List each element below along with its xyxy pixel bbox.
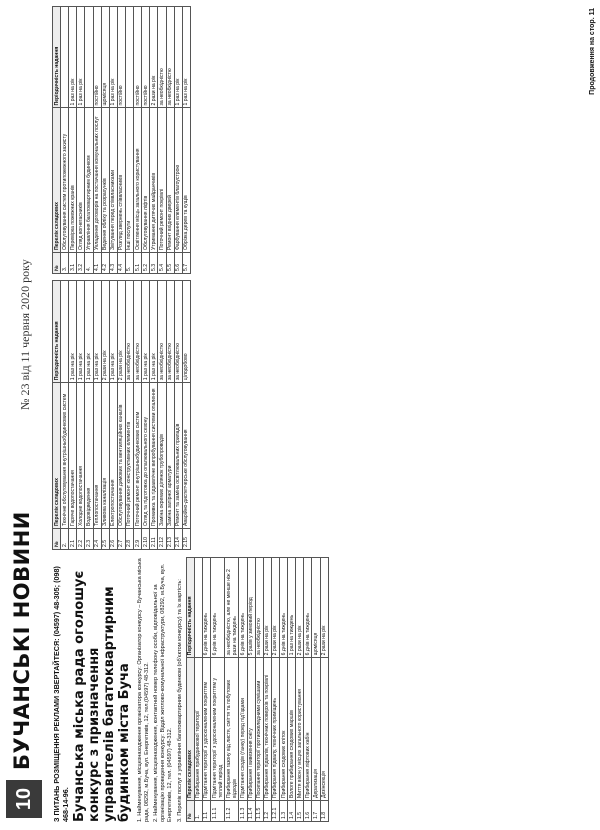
table-row	[280, 558, 288, 822]
table-row	[125, 281, 133, 550]
row-number: 2.11	[150, 529, 158, 550]
service-frequency: постійно	[142, 7, 150, 108]
table-row	[150, 281, 158, 550]
table-row	[182, 7, 190, 274]
row-number: 1.2.1	[271, 801, 279, 822]
table-row	[158, 7, 166, 274]
row-number: 2.1	[69, 529, 77, 550]
row-number: 2.10	[142, 529, 150, 550]
service-frequency: 1 раз на рік	[77, 7, 85, 108]
service-frequency: 2 рази на рік	[101, 281, 109, 383]
service-frequency: за необхідністю	[134, 281, 142, 383]
service-name: Дератизація	[312, 658, 320, 801]
table-row	[69, 281, 77, 550]
column-3	[52, 6, 592, 274]
service-frequency: щомісяця	[101, 7, 109, 108]
service-frequency	[85, 7, 93, 108]
table-body	[194, 558, 328, 822]
service-name: Поточний ремонт конструктивних елементів	[125, 383, 133, 529]
service-frequency	[125, 7, 133, 108]
row-number: 3.	[61, 253, 69, 274]
service-name: Гаряче водопостачання	[69, 383, 77, 529]
table-row	[142, 281, 150, 550]
row-number: 4.4	[117, 253, 125, 274]
row-number: 2.7	[117, 529, 125, 550]
row-number: 1.1.2	[225, 801, 239, 822]
service-name: Прибирання і вивезення снігу	[247, 658, 255, 801]
service-frequency: 6 днів на тиждень	[202, 558, 210, 658]
row-number: 2.14	[174, 529, 182, 550]
row-number: 2.8	[125, 529, 133, 550]
table-header-row	[53, 281, 61, 550]
service-frequency	[194, 558, 202, 658]
service-name: Огляд вогнегасників	[77, 108, 85, 253]
row-number: 3.2	[77, 253, 85, 274]
table-row	[85, 281, 93, 550]
service-frequency: 6 днів на тиждень	[211, 558, 225, 658]
service-frequency: за необхідністю	[166, 281, 174, 383]
table-row	[142, 7, 150, 274]
service-frequency: 2 рази на рік	[320, 558, 328, 658]
table-row	[109, 7, 117, 274]
intro-paragraph: 2. Найменування, місцезнаходження, контактний номер телефону особи, відповідальної за організацію проведення конкурсу: Відділ житлово-комунальної інфраструктури, 08292, м.Буча, вул. Енергетиків, 12, тел. (04597) 48-312.	[153, 563, 174, 822]
table-row	[101, 7, 109, 274]
service-name: Аварійно-диспетчерське обслуговування	[182, 383, 190, 529]
row-number: 1.8	[320, 801, 328, 822]
header-cell: №	[186, 801, 194, 822]
service-name: Огляд та підготовка до опалювального сезону	[142, 383, 150, 529]
row-number: 1.1	[202, 801, 210, 822]
service-frequency: за необхідністю	[174, 281, 182, 383]
service-frequency: 6 днів на тиждень	[304, 558, 312, 658]
row-number: 1.1.3	[239, 801, 247, 822]
row-number: 5.2	[142, 253, 150, 274]
service-frequency: 1 раз на рік	[69, 281, 77, 383]
service-frequency: постійно	[93, 7, 101, 108]
row-number: 2.5	[101, 529, 109, 550]
service-frequency: 1 раз на рік	[69, 7, 77, 108]
column-1	[52, 557, 592, 822]
article-title: Бучанська міська рада оголошує конкурс з призначення управителів багатоквартирним будинком міста Буча	[72, 570, 132, 822]
service-name: Обрізка дерев та кущів	[182, 108, 190, 253]
table-row	[69, 7, 77, 274]
service-name: Ведення обліку та розрахунків	[101, 108, 109, 253]
row-number: 1.4	[288, 801, 296, 822]
service-name: Обслуговування ліфтів	[142, 108, 150, 253]
table-row	[101, 281, 109, 550]
table-row	[158, 281, 166, 550]
row-number: 1.6	[304, 801, 312, 822]
row-number: 1.	[194, 801, 202, 822]
table-row	[182, 281, 190, 550]
service-name: Підмітання території з удосконаленим покриттям	[202, 658, 210, 801]
service-name: Водовідведення	[85, 383, 93, 529]
table-row	[296, 558, 304, 822]
row-number: 5.7	[182, 253, 190, 274]
service-frequency	[61, 7, 69, 108]
service-name: Промивка та гідравлічне випробування системи опалення	[150, 383, 158, 529]
service-name: Посипання території протиожеледними сумішами	[255, 658, 263, 801]
page-header	[0, 0, 48, 830]
header-cell: Періодичність надання	[53, 281, 61, 383]
row-number: 5.4	[158, 253, 166, 274]
row-number: 2.4	[93, 529, 101, 550]
table-row	[288, 558, 296, 822]
service-frequency: 1 раз на рік	[93, 281, 101, 383]
service-name: Зливова каналізація	[101, 383, 109, 529]
issue-line: № 23 від 11 червня 2020 року	[18, 259, 32, 410]
table-row	[93, 281, 101, 550]
row-number: 1.1.1	[211, 801, 225, 822]
service-frequency: за необхідністю, але не менше ніж 2 рази на тиждень	[225, 558, 239, 658]
service-frequency: постійно	[134, 7, 142, 108]
service-frequency: 2 рази на рік	[263, 558, 271, 658]
service-name: Технічне обслуговування внутрішньобудинкових систем	[61, 383, 69, 529]
table-row	[150, 7, 158, 274]
service-frequency: 1 раз на рік	[182, 7, 190, 108]
table-row	[194, 558, 202, 822]
service-frequency: 1 раз на рік	[77, 281, 85, 383]
service-name: Заміна запірної арматури	[166, 383, 174, 529]
row-number: 1.7	[312, 801, 320, 822]
table-row	[304, 558, 312, 822]
service-name: Обслуговування систем протипожежного захисту	[61, 108, 69, 253]
service-name: Ремонт та заміна освітлювальних приладів	[174, 383, 182, 529]
service-name: Поточний ремонт внутрішньобудинкових систем	[134, 383, 142, 529]
table-row	[117, 281, 125, 550]
row-number: 2.15	[182, 529, 190, 550]
table-row	[166, 7, 174, 274]
table-header-row	[53, 7, 61, 274]
table-row	[125, 7, 133, 274]
intro-paragraph: 3. Перелік послуг з управління багатоквартирним будинком (об'єктом конкурсу) та їх вартість:	[176, 579, 183, 822]
row-number: 5.3	[150, 253, 158, 274]
header-cell: Періодичність надання	[186, 558, 194, 658]
service-name: Електропостачання	[109, 383, 117, 529]
service-name: Перевірка пожежних кранів	[69, 108, 77, 253]
header-cell: Перелік складових	[186, 658, 194, 801]
table-row	[93, 7, 101, 274]
service-frequency: за необхідністю	[166, 7, 174, 108]
service-frequency: 1 раз на рік	[142, 281, 150, 383]
service-frequency: 1 раз на рік	[174, 7, 182, 108]
row-number: 2.9	[134, 529, 142, 550]
row-number: 1.3	[280, 801, 288, 822]
service-name: Прибирання підвалів, технічних поверхів та покрівлі	[263, 658, 271, 801]
table-row	[61, 281, 69, 550]
table-row	[271, 558, 279, 822]
service-frequency: за необхідністю	[255, 558, 263, 658]
service-name: Поточний ремонт покрівлі	[158, 108, 166, 253]
row-number: 2.6	[109, 529, 117, 550]
service-frequency	[61, 281, 69, 383]
table-row	[134, 281, 142, 550]
column-2	[52, 280, 592, 550]
service-frequency: 2 рази на рік	[150, 7, 158, 108]
table-row	[320, 558, 328, 822]
row-number: 2.	[61, 529, 69, 550]
service-name: Утримання дитячих майданчиків	[150, 108, 158, 253]
service-frequency: щомісяця	[312, 558, 320, 658]
table-row	[174, 7, 182, 274]
service-frequency: 1 раз на рік	[85, 281, 93, 383]
service-frequency: 6 днів на тиждень	[280, 558, 288, 658]
row-number: 2.13	[166, 529, 174, 550]
table-row	[239, 558, 247, 822]
table-row	[61, 7, 69, 274]
row-number: 5.5	[166, 253, 174, 274]
continuation-note: Продовження на стор. 11	[589, 8, 596, 95]
table-row	[117, 7, 125, 274]
row-number: 4.3	[109, 253, 117, 274]
table-body	[61, 281, 191, 550]
table-row	[77, 281, 85, 550]
table-row	[85, 7, 93, 274]
service-name: Інші послуги	[125, 108, 133, 253]
service-name: Освітлення місць загального користування	[134, 108, 142, 253]
service-frequency: 1 раз на рік	[150, 281, 158, 383]
header-cell: Перелік складових	[53, 383, 61, 529]
table-row	[109, 281, 117, 550]
contact-line: З ПИТАНЬ РОЗМІЩЕННЯ РЕКЛАМИ ЗВЕРТАЙТЕСЯ: (04597) 48-305; (098) 468-14-96.	[52, 566, 70, 822]
service-name: Прибирання підвалу, технічних приміщень	[271, 658, 279, 801]
services-table-3	[52, 6, 191, 274]
table-row	[225, 558, 239, 822]
services-table-1	[186, 557, 329, 822]
table-row	[263, 558, 271, 822]
service-name: Управління багатоквартирним будинком	[85, 108, 93, 253]
service-name: Прибирання прибудинкової території	[194, 658, 202, 801]
service-frequency: 2 рази на рік	[296, 558, 304, 658]
service-frequency: цілодобово	[182, 281, 190, 383]
service-frequency: 2 рази на рік	[117, 281, 125, 383]
newspaper-brand: БУЧАНСЬКІ НОВИНИ	[10, 511, 34, 770]
service-name: Миття вікон у місцях загального користування	[296, 658, 304, 801]
service-frequency: постійно	[117, 7, 125, 108]
table-row	[255, 558, 263, 822]
row-number: 1.1.5	[255, 801, 263, 822]
header-cell: №	[53, 529, 61, 550]
service-frequency: 1 раз на рік	[109, 281, 117, 383]
table-row	[134, 7, 142, 274]
service-name: Прибирання ліфтових кабін	[304, 658, 312, 801]
table-row	[174, 281, 182, 550]
service-name: Підмітання території з удосконаленим покриттям у теплий період	[211, 658, 225, 801]
service-frequency: за необхідністю	[158, 7, 166, 108]
row-number: 2.3	[85, 529, 93, 550]
service-name: Прибирання сходових кліток	[280, 658, 288, 801]
service-frequency: 2 рази на рік	[271, 558, 279, 658]
service-frequency: 6 днів на тиждень	[239, 558, 247, 658]
service-name: Теплопостачання	[93, 383, 101, 529]
service-name: Холодне водопостачання	[77, 383, 85, 529]
table-row	[312, 558, 320, 822]
service-frequency: 5 разів у зимовий період	[247, 558, 255, 658]
row-number: 1.1.4	[247, 801, 255, 822]
service-name: Вологе прибирання сходових маршів	[288, 658, 296, 801]
page-number: 10	[6, 780, 42, 818]
table-header-row	[186, 558, 194, 822]
table-row	[166, 281, 174, 550]
row-number: 5.	[125, 253, 133, 274]
row-number: 4.1	[93, 253, 101, 274]
services-table-2	[52, 280, 191, 550]
service-frequency: за необхідністю	[125, 281, 133, 383]
row-number: 3.1	[69, 253, 77, 274]
row-number: 5.1	[134, 253, 142, 274]
header-cell: Перелік складових	[53, 108, 61, 253]
row-number: 2.12	[158, 529, 166, 550]
table-row	[77, 7, 85, 274]
service-name: Ремонт вхідних дверей	[166, 108, 174, 253]
service-frequency: 1 раз на тиждень	[288, 558, 296, 658]
service-frequency: за необхідністю	[158, 281, 166, 383]
service-name: Фарбування елементів благоустрою	[174, 108, 182, 253]
service-name: Підмітання сходів (ґанку) перед під'їздами	[239, 658, 247, 801]
service-name: Заміна окремих ділянок трубопроводів	[158, 383, 166, 529]
service-name: Звітування перед співвласниками	[109, 108, 117, 253]
row-number: 4.	[85, 253, 93, 274]
table-row	[211, 558, 225, 822]
header-cell: Періодичність надання	[53, 7, 61, 108]
service-frequency: 1 раз на рік	[109, 7, 117, 108]
service-name: Укладення договорів на постачання комунальних послуг	[93, 108, 101, 253]
header-cell: №	[53, 253, 61, 274]
service-name: Розгляд звернень співвласників	[117, 108, 125, 253]
row-number: 2.2	[77, 529, 85, 550]
table-row	[247, 558, 255, 822]
service-name: Дезінсекція	[320, 658, 328, 801]
table-body	[61, 7, 191, 274]
row-number: 1.5	[296, 801, 304, 822]
table-row	[202, 558, 210, 822]
service-name: Обслуговування димових та вентиляційних каналів	[117, 383, 125, 529]
service-name: Прибирання газону від листя, сміття та побутових відходів	[225, 658, 239, 801]
row-number: 5.6	[174, 253, 182, 274]
intro-paragraph: 1. Найменування, місцезнаходження організатора конкурсу: Організатор конкурсу – Бучанська міська рада, 08292, м.Буча, вул. Енергетиків, 12, тел.(04597) 48-312.	[136, 558, 150, 822]
row-number: 4.2	[101, 253, 109, 274]
row-number: 1.2	[263, 801, 271, 822]
